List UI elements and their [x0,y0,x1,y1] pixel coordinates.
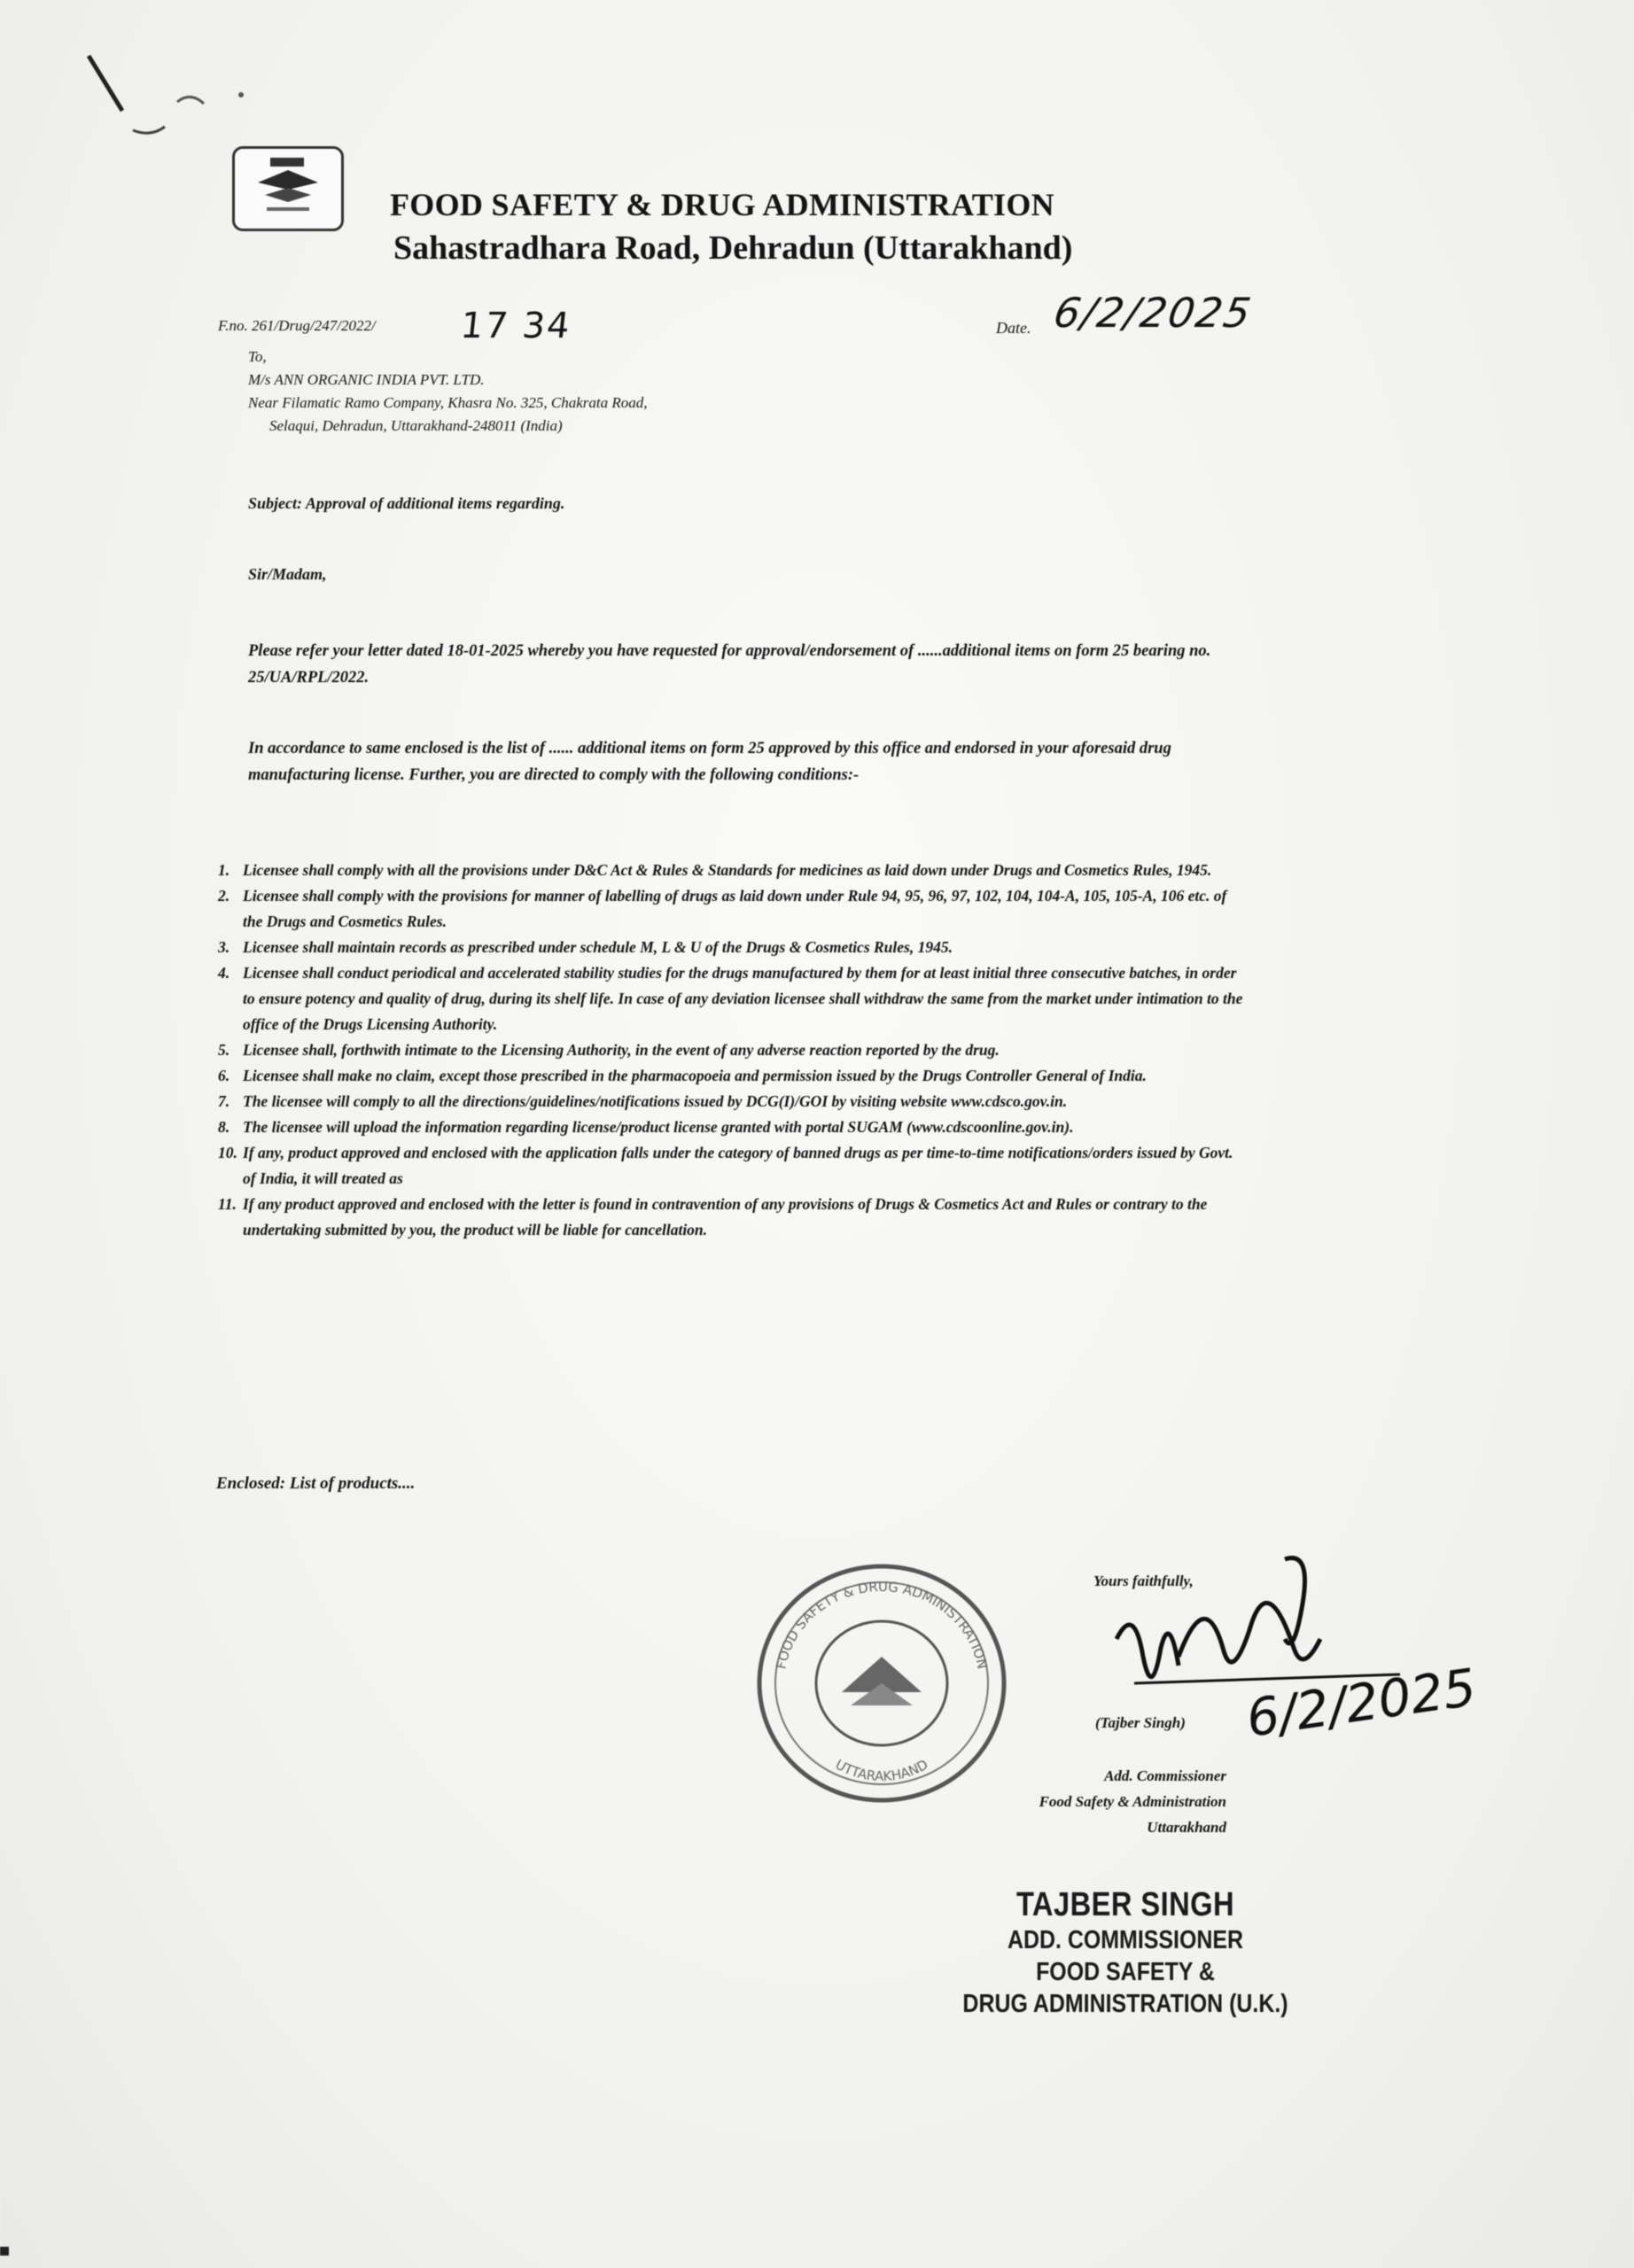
condition-text: The licensee will comply to all the directions/guidelines/notifications issued by DCG(I)/GOI by visiting website www.cdsco.gov.in. [243,1092,1068,1110]
condition-item [218,1192,1246,1243]
condition-text: Licensee shall conduct periodical and accelerated stability studies for the drugs manufactured by them for at least initial three consecutive batches, in order to ensure potency and quality of drug, during its shelf life. In case of any deviation licensee shall withdraw the same from the market under intimation to the office of the Drugs Licensing Authority. [243,964,1243,1033]
office-address: Sahastradhara Road, Dehradun (Uttarakhand) [393,229,1073,267]
condition-number: 8. [218,1118,230,1136]
stamp-line: TAJBER SINGH [1015,1886,1235,1923]
stamp-line: ADD. COMMISSIONER [1007,1926,1244,1954]
condition-item [218,960,1246,1037]
page-title: FOOD SAFETY & DRUG ADMINISTRATION [390,187,1054,222]
scan-mark [0,2241,27,2259]
condition-number: 5. [218,1041,230,1059]
designation-line: Add. Commissioner [1104,1767,1226,1784]
condition-item [218,1115,1246,1140]
condition-item [218,1140,1246,1192]
condition-number: 1. [218,861,230,879]
scan-mark [80,49,257,146]
recipient-to: To, [248,348,267,365]
designation-line: Uttarakhand [1147,1819,1226,1836]
condition-text: The licensee will upload the information regarding license/product license granted with portal SUGAM (www.cdscoonline.gov.in). [243,1118,1074,1136]
handwritten-reference: 17 34 [458,306,573,346]
seal-text-top: FOOD SAFETY & DRUG ADMINISTRATION [773,1578,991,1671]
official-seal [753,1559,1010,1807]
salutation: Sir/Madam, [248,565,327,583]
recipient-name: M/s ANN ORGANIC INDIA PVT. LTD. [248,371,485,388]
closing: Yours faithfully, [1093,1573,1194,1589]
condition-item [218,1037,1246,1063]
body-paragraph-2: In accordance to same enclosed is the list of ...... additional items on form 25 approved by this office and endorsed in your aforesaid drug manufacturing license. Further, you are directed to comply with the following conditions:- [248,740,1171,784]
conditions-list [218,858,1246,1243]
name-stamp [943,1885,1309,2020]
condition-item [218,1089,1246,1115]
condition-item [218,1063,1246,1089]
recipient-address-line1: Near Filamatic Ramo Company, Khasra No. 325, Chakrata Road, [248,394,648,411]
signature-date: 6/2/2025 [1242,1657,1480,1749]
condition-number: 7. [218,1092,230,1110]
recipient-address-line2: Selaqui, Dehradun, Uttarakhand-248011 (India) [269,417,563,434]
body-paragraph-1: Please refer your letter dated 18-01-2025 whereby you have requested for approval/endorsement of ......additional items on form 25 bearing no. 25/UA/RPL/2022. [248,642,1211,687]
recipient-block [248,346,648,438]
condition-item [218,883,1246,935]
signatory-name: (Tajber Singh) [1095,1714,1186,1731]
department-logo [232,146,344,231]
condition-number: 6. [218,1067,230,1084]
enclosure-note: Enclosed: List of products.... [216,1474,416,1493]
condition-number: 11. [218,1195,237,1213]
signature [1108,1550,1480,1781]
letter-subject: Subject: Approval of additional items regarding. [248,494,565,512]
condition-text: If any product approved and enclosed with the letter is found in contravention of any provisions of Drugs & Cosmetics Act and Rules or contrary to the undertaking submitted by you, the product will be liable for cancellation. [243,1195,1208,1239]
stamp-line: DRUG ADMINISTRATION (U.K.) [962,1990,1288,2018]
condition-item [218,935,1246,960]
reference-number: F.no. 261/Drug/247/2022/ [218,317,376,334]
date-label: Date. [996,319,1031,337]
condition-number: 2. [218,887,230,905]
condition-text: Licensee shall make no claim, except those prescribed in the pharmacopoeia and permission issued by the Drugs Controller General of India. [243,1067,1147,1084]
condition-text: Licensee shall comply with the provisions for manner of labelling of drugs as laid down under Rule 94, 95, 96, 97, 102, 104, 104-A, 105, 105-A, 106 etc. of the Drugs and Cosmetics Rules. [243,887,1227,930]
seal-text-bottom: UTTARAKHAND [832,1756,931,1785]
condition-item [218,858,1246,883]
condition-text: Licensee shall comply with all the provisions under D&C Act & Rules & Standards for medicines as laid down under Drugs and Cosmetics Rules, 1945. [243,861,1212,879]
condition-text: Licensee shall, forthwith intimate to the Licensing Authority, in the event of any adverse reaction reported by the drug. [243,1041,1000,1059]
handwritten-date: 6/2/2025 [1050,289,1257,337]
condition-number: 10. [218,1144,237,1161]
condition-text: Licensee shall maintain records as prescribed under schedule M, L & U of the Drugs & Cosmetics Rules, 1945. [243,938,953,956]
designation-line: Food Safety & Administration [1039,1793,1226,1810]
condition-text: If any, product approved and enclosed with the application falls under the category of banned drugs as per time-to-time notifications/orders issued by Govt. of India, it will treated as [243,1144,1233,1187]
stamp-line: FOOD SAFETY & [1036,1958,1215,1986]
condition-number: 4. [218,964,230,982]
signatory-designation [1039,1763,1226,1840]
condition-number: 3. [218,938,230,956]
